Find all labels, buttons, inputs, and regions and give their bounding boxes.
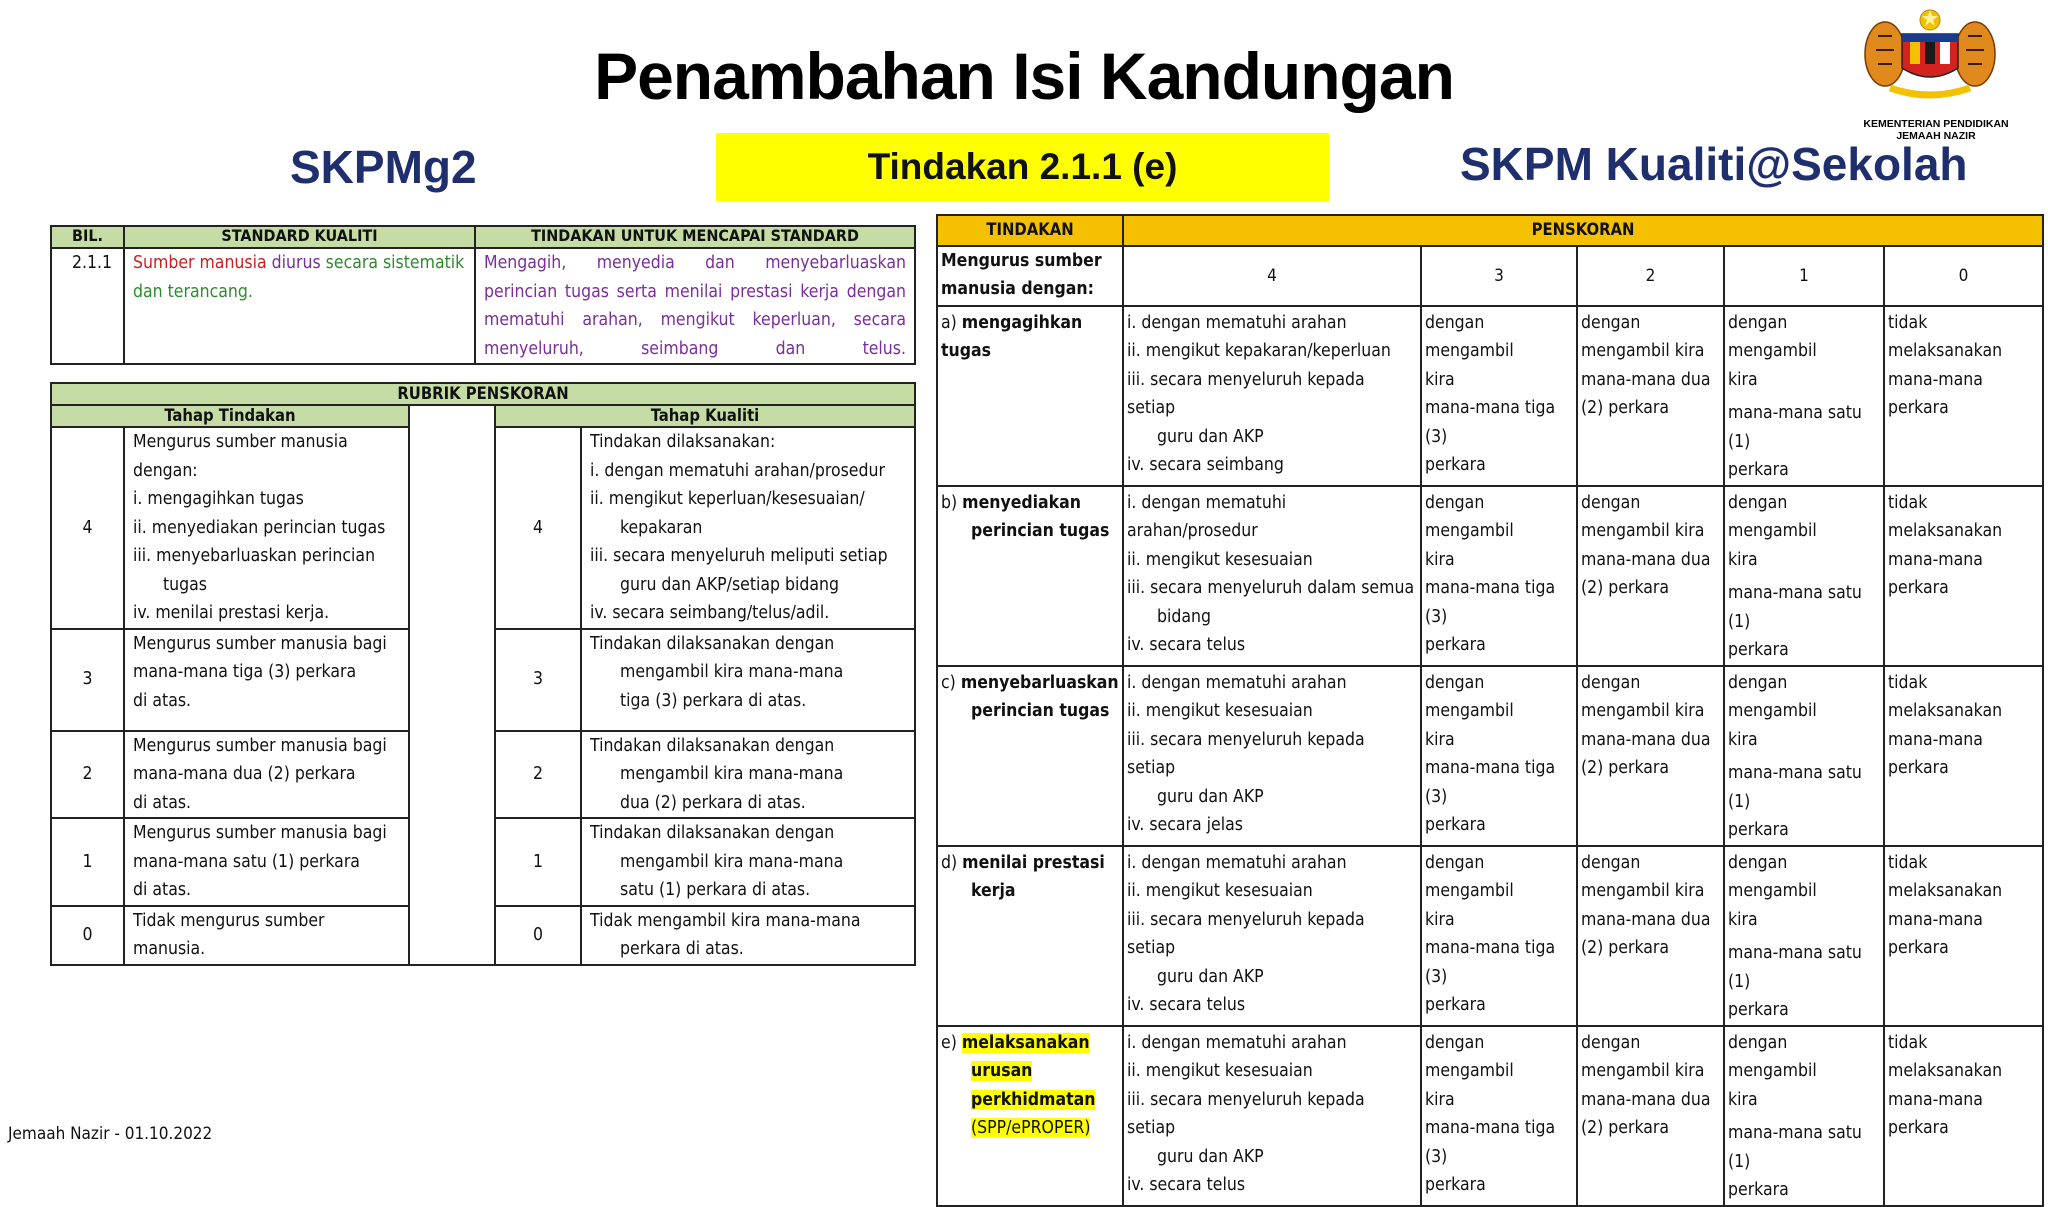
criteria-line: iii. secara menyeluruh kepada setiap [1127, 729, 1365, 778]
skor0-cell [1884, 666, 2043, 846]
score-3: 3 [1421, 246, 1577, 306]
rubrik-tindakan-cell [124, 427, 409, 629]
criteria-line: ii. mengikut kesesuaian [1127, 881, 1313, 901]
cell-line: perkara [1728, 460, 1789, 480]
skor4-criteria [1123, 306, 1421, 486]
criteria-line: iv. secara telus [1127, 995, 1246, 1015]
cell-line: dengan [1581, 492, 1641, 513]
rubrik-score-right: 1 [495, 818, 581, 906]
rubrik-score-right: 2 [495, 731, 581, 819]
cell-line: mengambil kira [1581, 521, 1705, 541]
tindakan-item-b [937, 486, 1123, 666]
cell-line: tidak melaksanakan [1888, 312, 2003, 361]
skor1-cell [1724, 486, 1884, 666]
item-label-sub [941, 1114, 1119, 1143]
penskoran-header-row [937, 215, 2043, 246]
cell-line: mana-mana tiga (3) [1425, 578, 1556, 627]
skor4-criteria [1123, 486, 1421, 666]
score-header-row [937, 246, 2043, 306]
rubrik-line: mana-mana dua (2) perkara [133, 764, 356, 784]
skor2-cell [1577, 666, 1724, 846]
rubrik-score-left: 4 [51, 427, 124, 629]
page-title: Penambahan Isi Kandungan [594, 39, 1454, 113]
criteria-line: iv. secara telus [1127, 635, 1246, 655]
item-label-sub-line: (SPP/ePROPER) [971, 1118, 1091, 1138]
cell-line: mana-mana satu (1) [1728, 1123, 1862, 1172]
cell-line: tidak melaksanakan [1888, 672, 2003, 721]
cell-line: dengan mengambil [1425, 312, 1514, 361]
ministry-line1: KEMENTERIAN PENDIDIKAN [1863, 118, 2009, 130]
skor0-cell [1884, 486, 2043, 666]
criteria-line: ii. mengikut kesesuaian [1127, 1061, 1313, 1081]
standard-table [50, 225, 916, 365]
cell-line: dengan mengambil [1425, 492, 1514, 541]
cell-line: dengan mengambil [1728, 852, 1817, 901]
rubrik-line: mengambil kira mana-mana [620, 662, 844, 682]
skor1-cell [1724, 846, 1884, 1026]
skor1-cell [1724, 1026, 1884, 1206]
cell-line: (2) perkara [1581, 398, 1670, 418]
penskoran-row-a [937, 306, 2043, 486]
cell-line: perkara [1728, 640, 1789, 660]
standard-header-row [51, 226, 915, 248]
skor4-criteria [1123, 1026, 1421, 1206]
bil-header: BIL. [51, 226, 124, 248]
cell-line: mana-mana dua [1581, 729, 1711, 750]
rubrik-tindakan-cell [124, 818, 409, 906]
cell-line: dengan [1581, 852, 1641, 873]
tindakan-item-a [937, 306, 1123, 486]
cell-line: mengambil kira [1581, 881, 1705, 901]
rubrik-line: iv. secara seimbang/telus/adil. [590, 603, 830, 623]
rubrik-score-right: 3 [495, 629, 581, 731]
rubrik-line: i. dengan mematuhi arahan/prosedur [590, 460, 885, 481]
standard-row [51, 248, 915, 364]
penskoran-subheader: Mengurus sumber manusia dengan: [937, 246, 1123, 306]
cell-line: kira [1425, 909, 1455, 930]
criteria-line: iii. secara menyeluruh kepada setiap [1127, 1089, 1365, 1138]
cell-line: mengambil kira [1581, 701, 1705, 721]
rubrik-kualiti-cell [581, 818, 915, 906]
cell-line: mana-mana dua [1581, 369, 1711, 390]
cell-line: perkara [1425, 635, 1486, 655]
item-label-sub: perincian tugas [971, 521, 1110, 541]
item-prefix: a) [941, 312, 957, 333]
coat-of-arms-icon [1840, 6, 2020, 106]
criteria-line: iv. secara jelas [1127, 815, 1243, 835]
skor3-cell [1421, 306, 1577, 486]
criteria-line: guru dan AKP [1157, 786, 1264, 807]
rubrik-line: Tindakan dilaksanakan dengan [590, 735, 835, 756]
rubrik-header-row [51, 405, 915, 427]
cell-line: mana-mana dua [1581, 549, 1711, 570]
rubrik-gap [409, 405, 495, 965]
cell-line: kira [1425, 729, 1455, 750]
rubrik-kualiti-cell [581, 629, 915, 731]
footer-text: Jemaah Nazir - 01.10.2022 [8, 1124, 213, 1144]
tindakan-label: Tindakan 2.1.1 (e) [867, 146, 1178, 187]
skor1-cell [1724, 306, 1884, 486]
rubrik-line: Tidak mengurus sumber manusia. [133, 910, 325, 959]
rubrik-line: dua (2) perkara di atas. [620, 792, 806, 813]
item-label: menilai prestasi [962, 852, 1105, 873]
coat-of-arms-logo [1840, 6, 2020, 106]
criteria-line: ii. mengikut kesesuaian [1127, 701, 1313, 721]
rubrik-line: iii. secara menyeluruh meliputi setiap [590, 546, 888, 566]
cell-line: mana-mana dua [1581, 909, 1711, 930]
skor2-cell [1577, 486, 1724, 666]
criteria-line: guru dan AKP [1157, 1146, 1264, 1167]
cell-line: mana-mana perkara [1888, 729, 1983, 778]
item-prefix: e) [941, 1032, 957, 1053]
rubrik-tindakan-cell [124, 906, 409, 965]
standard-kualiti-header: STANDARD KUALITI [124, 226, 475, 248]
criteria-line: iii. secara menyeluruh dalam semua [1127, 578, 1415, 598]
rubrik-line: perkara di atas. [620, 939, 744, 959]
ministry-label [1836, 118, 2036, 142]
cell-line: dengan mengambil [1728, 1032, 1817, 1081]
cell-line: mana-mana satu (1) [1728, 403, 1862, 452]
rubrik-line: ii. menyediakan perincian tugas [133, 517, 386, 538]
cell-line: (2) perkara [1581, 758, 1670, 778]
tindakan-label-box [716, 133, 1329, 201]
rubrik-line: di atas. [133, 792, 192, 813]
bil-value: 2.1.1 [51, 248, 124, 364]
skor3-cell [1421, 1026, 1577, 1206]
cell-line: perkara [1425, 995, 1486, 1015]
cell-line: kira [1425, 369, 1455, 390]
criteria-line: ii. mengikut kesesuaian [1127, 549, 1313, 570]
rubrik-line: Mengurus sumber manusia bagi [133, 823, 387, 843]
cell-line: mana-mana tiga (3) [1425, 758, 1556, 807]
cell-line: tidak melaksanakan [1888, 852, 2003, 901]
cell-line: mana-mana tiga (3) [1425, 938, 1556, 987]
cell-line: mana-mana satu (1) [1728, 583, 1862, 632]
tahap-tindakan-header: Tahap Tindakan [51, 405, 409, 427]
rubrik-line: di atas. [133, 880, 192, 900]
skor3-cell [1421, 846, 1577, 1026]
rubrik-line: Mengurus sumber manusia bagi [133, 735, 387, 756]
cell-line: dengan mengambil [1728, 312, 1817, 361]
cell-line: kira [1728, 909, 1758, 930]
penskoran-row-c [937, 666, 2043, 846]
rubrik-table [50, 382, 916, 966]
cell-line: perkara [1425, 455, 1486, 475]
rubrik-line: Tindakan dilaksanakan dengan [590, 823, 835, 843]
skor2-cell [1577, 1026, 1724, 1206]
skor0-cell [1884, 846, 2043, 1026]
cell-line: kira [1728, 369, 1758, 390]
cell-line: perkara [1728, 1180, 1789, 1200]
rubrik-kualiti-cell [581, 427, 915, 629]
rubrik-line: Tidak mengambil kira mana-mana [590, 910, 861, 931]
rubrik-line: mengambil kira mana-mana [620, 764, 844, 784]
cell-line: mana-mana tiga (3) [1425, 1118, 1556, 1167]
rubrik-line: dengan: [133, 460, 198, 481]
skpm-kualiti-heading: SKPM Kualiti@Sekolah [1460, 138, 1968, 190]
rubrik-line: Tindakan dilaksanakan: [590, 432, 776, 452]
rubrik-tindakan-cell [124, 731, 409, 819]
cell-line: mengambil kira [1581, 341, 1705, 361]
cell-line: perkara [1728, 820, 1789, 840]
cell-line: tidak melaksanakan [1888, 492, 2003, 541]
cell-line: mana-mana perkara [1888, 909, 1983, 958]
standard-part-1: Sumber manusia [133, 253, 267, 273]
rubrik-score-right: 4 [495, 427, 581, 629]
cell-line: perkara [1425, 815, 1486, 835]
cell-line: dengan [1581, 312, 1641, 333]
tindakan-item-d [937, 846, 1123, 1026]
item-prefix: d) [941, 852, 958, 873]
rubrik-score-left: 2 [51, 731, 124, 819]
cell-line: (2) perkara [1581, 1118, 1670, 1138]
skor0-cell [1884, 1026, 2043, 1206]
score-1: 1 [1724, 246, 1884, 306]
cell-line: kira [1728, 549, 1758, 570]
cell-line: mana-mana satu (1) [1728, 943, 1862, 992]
rubrik-score-right: 0 [495, 906, 581, 965]
cell-line: dengan mengambil [1425, 852, 1514, 901]
rubrik-line: Mengurus sumber manusia bagi [133, 633, 387, 654]
rubrik-line: satu (1) perkara di atas. [620, 880, 811, 900]
rubrik-line: kepakaran [620, 517, 703, 538]
skor0-cell [1884, 306, 2043, 486]
criteria-line: guru dan AKP [1157, 966, 1264, 987]
criteria-line: ii. mengikut kepakaran/keperluan [1127, 341, 1391, 361]
cell-line: mana-mana dua [1581, 1089, 1711, 1110]
rubrik-title: RUBRIK PENSKORAN [51, 383, 915, 405]
criteria-line: iv. secara seimbang [1127, 455, 1284, 475]
tindakan-standard-header: TINDAKAN UNTUK MENCAPAI STANDARD [475, 226, 915, 248]
cell-line: (2) perkara [1581, 938, 1670, 958]
score-4: 4 [1123, 246, 1421, 306]
rubrik-line: mengambil kira mana-mana [620, 851, 844, 872]
penskoran-row-d [937, 846, 2043, 1026]
rubrik-line: di atas. [133, 690, 192, 711]
cell-line: (2) perkara [1581, 578, 1670, 598]
item-label-sub-line: urusan [971, 1061, 1033, 1081]
criteria-line: guru dan AKP [1157, 426, 1264, 447]
skor1-cell [1724, 666, 1884, 846]
tindakan-header: TINDAKAN [937, 215, 1123, 246]
criteria-line: i. dengan mematuhi arahan [1127, 312, 1347, 333]
cell-line: dengan mengambil [1728, 492, 1817, 541]
rubrik-line: iv. menilai prestasi kerja. [133, 603, 330, 623]
rubrik-line: iii. menyebarluaskan perincian [133, 546, 376, 566]
criteria-line: bidang [1157, 606, 1211, 627]
cell-line: kira [1728, 729, 1758, 750]
skor4-criteria [1123, 846, 1421, 1026]
cell-line: mana-mana satu (1) [1728, 763, 1862, 812]
cell-line: perkara [1425, 1175, 1486, 1195]
cell-line: kira [1425, 1089, 1455, 1110]
cell-line: mana-mana perkara [1888, 369, 1983, 418]
penskoran-row-b [937, 486, 2043, 666]
item-prefix: b) [941, 492, 958, 513]
penskoran-row-e [937, 1026, 2043, 1206]
rubrik-score-left: 0 [51, 906, 124, 965]
tindakan-standard-text: Mengagih, menyedia dan menyebarluaskan perincian tugas serta menilai prestasi kerja dengan mematuhi arahan, mengikut keperluan, secara menyeluruh, seimbang dan telus. [475, 248, 915, 364]
criteria-line: iii. secara menyeluruh kepada setiap [1127, 369, 1365, 418]
rubrik-line: tiga (3) perkara di atas. [620, 690, 807, 711]
cell-line: mengambil kira [1581, 1061, 1705, 1081]
item-label-sub: kerja [971, 881, 1016, 901]
cell-line: dengan mengambil [1425, 1032, 1514, 1081]
cell-line: tidak melaksanakan [1888, 1032, 2003, 1081]
rubrik-line: i. mengagihkan tugas [133, 489, 304, 509]
penskoran-header: PENSKORAN [1123, 215, 2043, 246]
cell-line: dengan mengambil [1425, 672, 1514, 721]
cell-line: perkara [1728, 1000, 1789, 1020]
criteria-line: iii. secara menyeluruh kepada setiap [1127, 909, 1365, 958]
rubrik-score-left: 3 [51, 629, 124, 731]
skor2-cell [1577, 306, 1724, 486]
rubrik-line: mana-mana tiga (3) perkara [133, 662, 357, 682]
item-label: mengagihkan tugas [941, 312, 1083, 361]
rubrik-score-left: 1 [51, 818, 124, 906]
ministry-line2: JEMAAH NAZIR [1896, 130, 1976, 142]
item-label-sub [941, 1057, 1119, 1086]
cell-line: mana-mana tiga (3) [1425, 398, 1556, 447]
item-label: melaksanakan [961, 1032, 1090, 1053]
rubrik-line: mana-mana satu (1) perkara [133, 851, 360, 872]
cell-line: kira [1728, 1089, 1758, 1110]
item-prefix: c) [941, 672, 956, 693]
criteria-line: i. dengan mematuhi arahan [1127, 1032, 1347, 1053]
skpmg2-heading: SKPMg2 [290, 141, 477, 193]
cell-line: mana-mana perkara [1888, 549, 1983, 598]
rubrik-kualiti-cell [581, 906, 915, 965]
standard-part-2: diurus [266, 253, 326, 273]
score-2: 2 [1577, 246, 1724, 306]
rubrik-line: ii. mengikut keperluan/kesesuaian/ [590, 489, 865, 509]
criteria-line: i. dengan mematuhi arahan [1127, 852, 1347, 873]
rubrik-title-row [51, 383, 915, 405]
rubrik-line: guru dan AKP/setiap bidang [620, 574, 840, 595]
skor3-cell [1421, 486, 1577, 666]
standard-part-3: secara sistematik dan terancang. [133, 253, 465, 302]
item-label: menyebarluaskan [960, 672, 1119, 693]
tindakan-item-e [937, 1026, 1123, 1206]
rubrik-line: tugas [163, 574, 207, 595]
score-0: 0 [1884, 246, 2043, 306]
tahap-kualiti-header: Tahap Kualiti [495, 405, 915, 427]
cell-line: dengan mengambil [1728, 672, 1817, 721]
rubrik-kualiti-cell [581, 731, 915, 819]
criteria-line: i. dengan mematuhi arahan [1127, 672, 1347, 693]
rubrik-line: Tindakan dilaksanakan dengan [590, 633, 835, 654]
criteria-line: iv. secara telus [1127, 1175, 1246, 1195]
skor4-criteria [1123, 666, 1421, 846]
cell-line: mana-mana perkara [1888, 1089, 1983, 1138]
item-label-sub [941, 1086, 1119, 1115]
criteria-line: i. dengan mematuhi arahan/prosedur [1127, 492, 1287, 541]
penskoran-table [936, 214, 2044, 1207]
rubrik-tindakan-cell [124, 629, 409, 731]
cell-line: dengan [1581, 1032, 1641, 1053]
skor3-cell [1421, 666, 1577, 846]
tindakan-item-c [937, 666, 1123, 846]
item-label-sub: perincian tugas [971, 701, 1110, 721]
standard-kualiti-text [124, 248, 475, 364]
rubrik-line: Mengurus sumber manusia [133, 432, 348, 452]
cell-line: dengan [1581, 672, 1641, 693]
cell-line: kira [1425, 549, 1455, 570]
skor2-cell [1577, 846, 1724, 1026]
item-label-sub-line: perkhidmatan [971, 1089, 1096, 1110]
item-label: menyediakan [962, 492, 1081, 513]
